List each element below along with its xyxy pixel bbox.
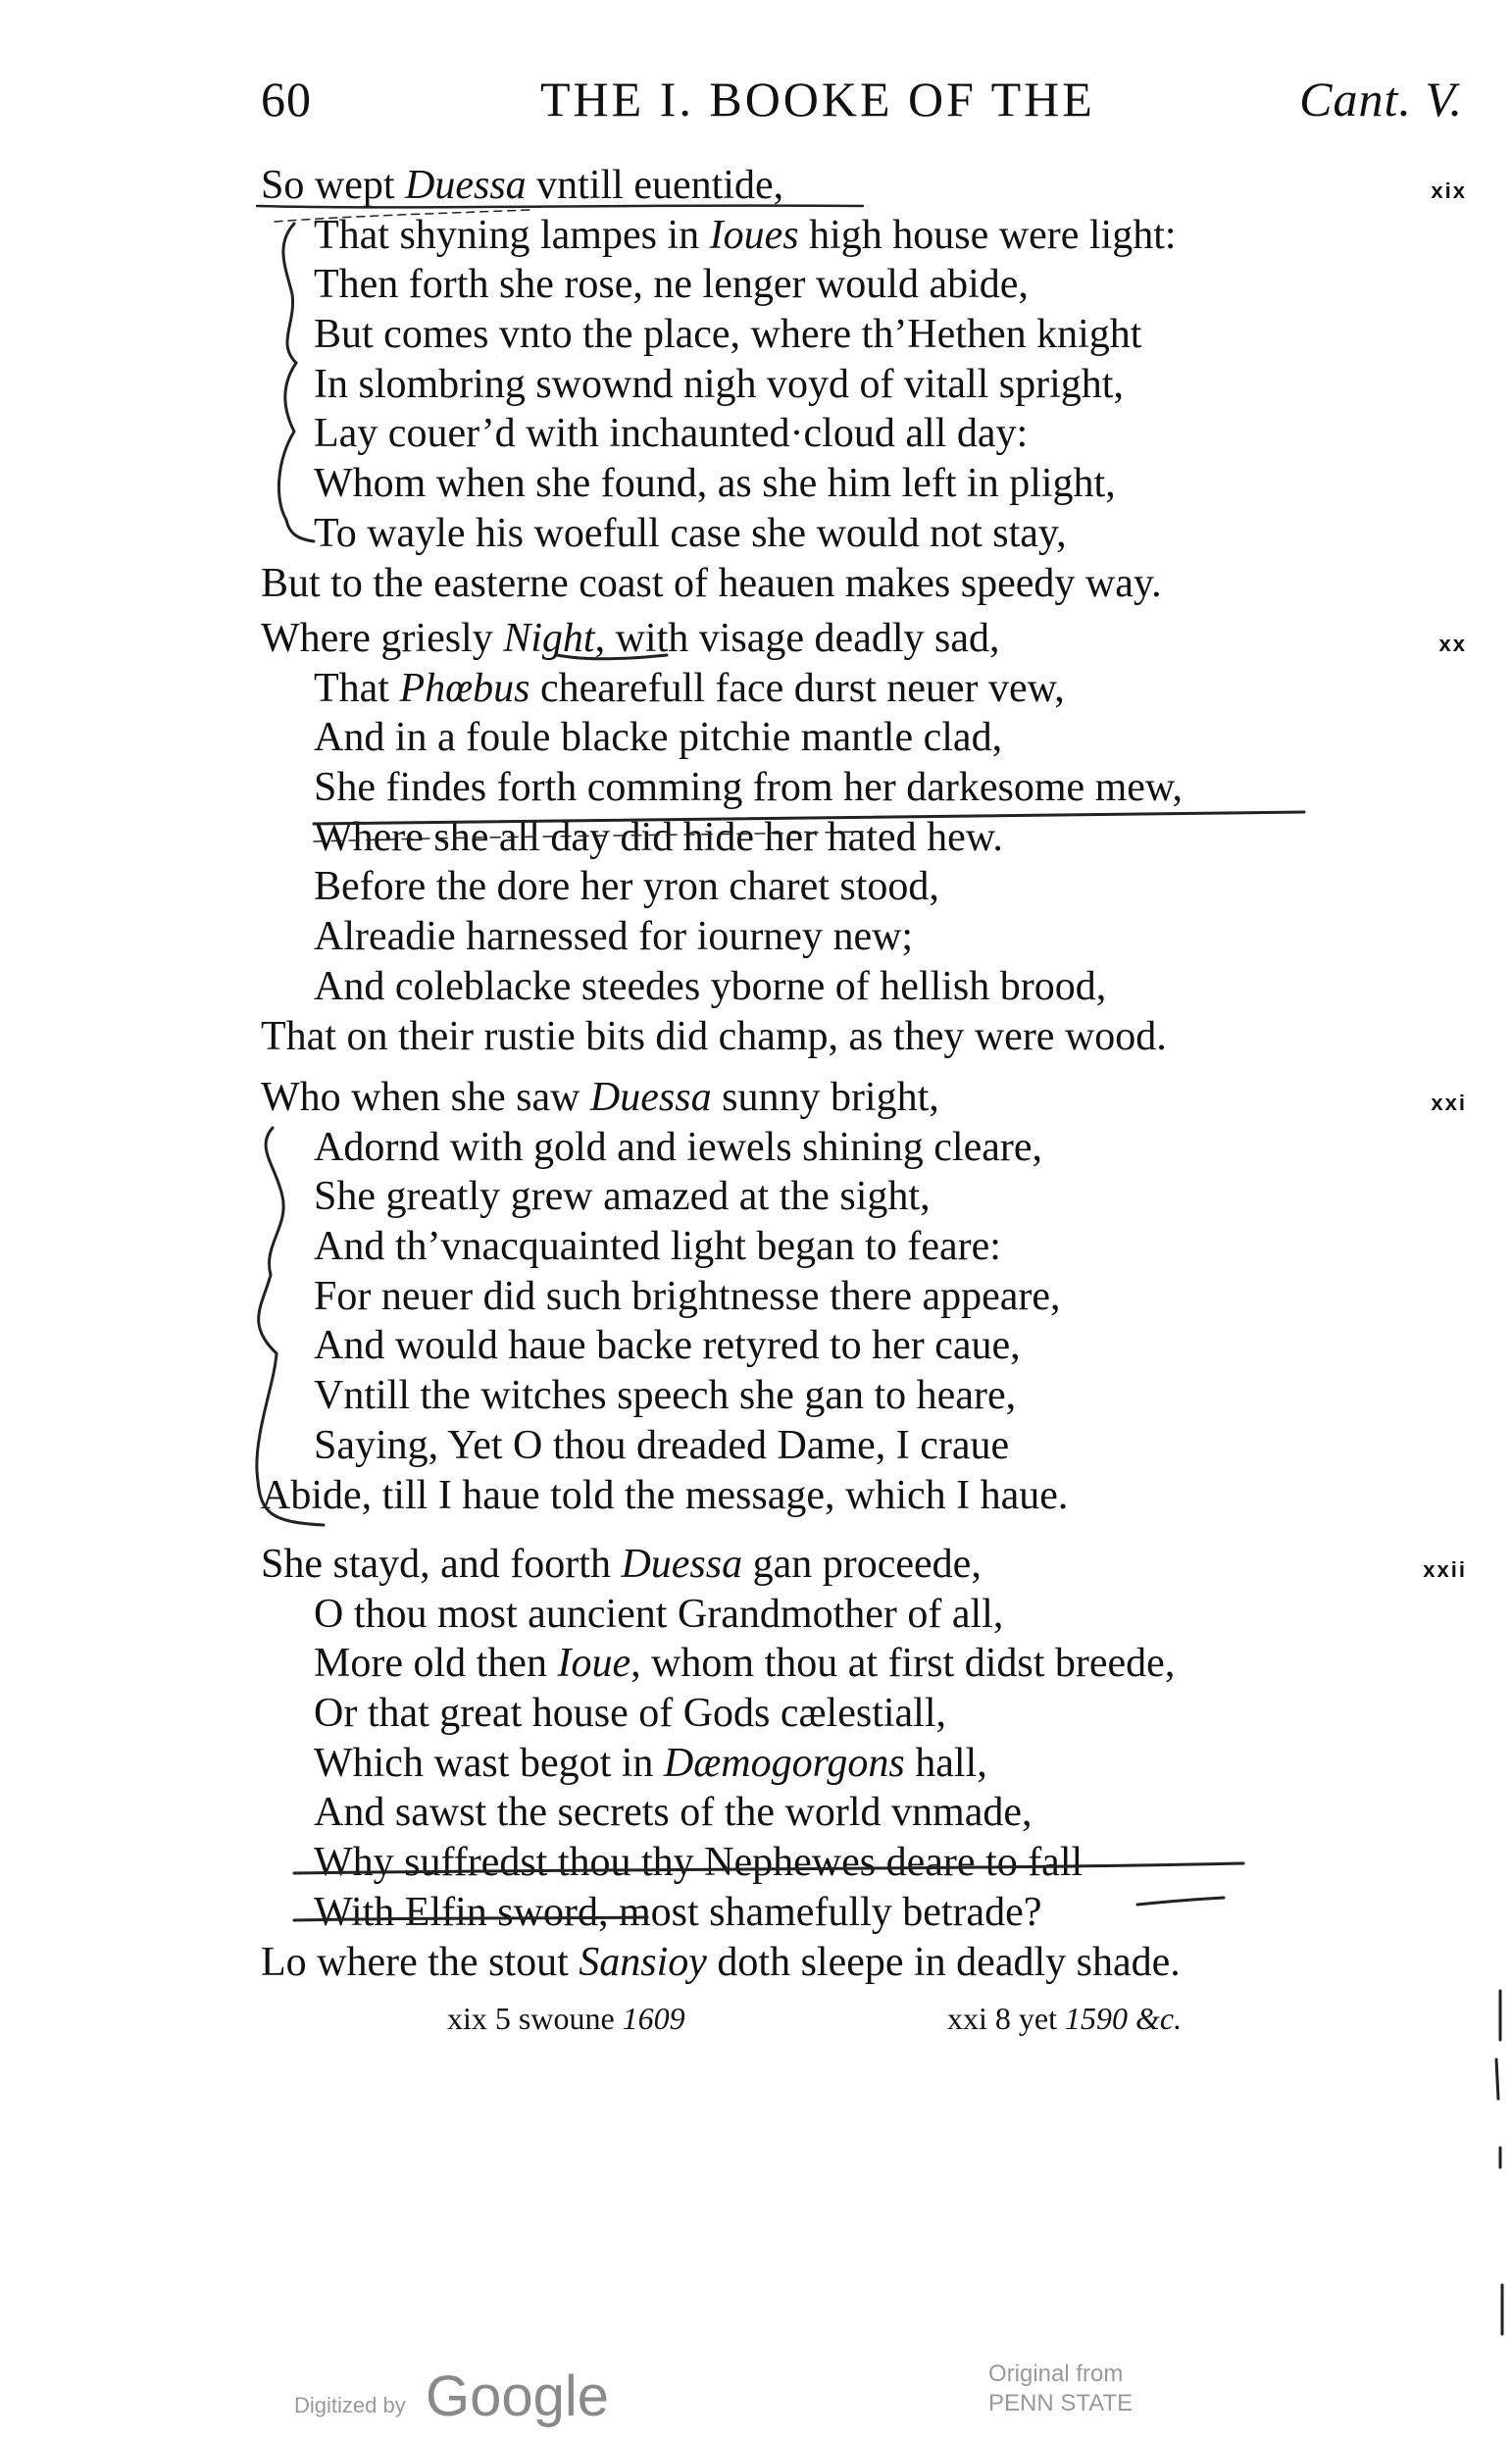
google-logo: Google (426, 2365, 610, 2428)
verse-line: Who when she saw Duessa sunny bright, xxi (261, 1073, 1467, 1123)
verse-line: Then forth she rose, ne lenger would abide, (314, 262, 1029, 308)
source-line: PENN STATE (988, 2390, 1134, 2416)
textual-notes (447, 2001, 1330, 2050)
verse-line: Vntill the witches speech she gan to heare, (314, 1373, 1017, 1419)
verse-line: Which wast begot in Dæmogorgons hall, (314, 1740, 987, 1786)
verse-line: O thou most auncient Grandmother of all, (314, 1591, 1004, 1637)
verse-line: Saying, Yet O thou dreaded Dame, I craue (314, 1422, 1010, 1468)
verse-line: Where she all day did hide her hated hew. (314, 814, 1003, 860)
stanza-number: xx (1438, 632, 1467, 656)
verse-line: Lo where the stout Sansioy doth sleepe in deadly shade. (261, 1939, 1181, 1985)
verse-line: But to the easterne coast of heauen makes speedy way. (261, 560, 1162, 606)
stanza-number: xxi (1431, 1091, 1467, 1115)
verse-line: In slombring swownd nigh voyd of vitall spright, (314, 361, 1124, 407)
verse-line: Lay couer’d with inchaunted·cloud all day: (314, 411, 1029, 457)
verse-line: Alreadie harnessed for iourney new; (314, 914, 914, 960)
verse-line: And coleblacke steedes yborne of hellish brood, (314, 963, 1107, 1009)
verse-line: And th’vnacquainted light began to feare: (314, 1224, 1001, 1270)
verse-line: That shyning lampes in Ioues high house were light: (314, 212, 1177, 258)
stanza (261, 614, 1467, 1061)
verse-line: So wept Duessa vntill euentide, xix (261, 161, 1467, 211)
verse-line: She findes forth comming from her darkesome mew, (314, 765, 1184, 811)
verse-line: With Elfin sword, most shamefully betrade? (314, 1889, 1042, 1935)
digitized-label: Digitized by (294, 2393, 406, 2417)
stanza-number: xxii (1423, 1557, 1467, 1582)
canto-label: Cant. V. (1299, 72, 1463, 127)
stanza (261, 1540, 1467, 1987)
verse-line: Or that great house of Gods cælestiall, (314, 1691, 947, 1737)
verse-line: And would haue backe retyred to her caue, (314, 1323, 1021, 1369)
textual-note: xxi 8 yet 1590 &c. (947, 2001, 1183, 2036)
verse-line: She stayd, and foorth Duessa gan proceede, xxii (261, 1540, 1467, 1590)
verse-line: And in a foule blacke pitchie mantle clad, (314, 715, 1003, 761)
running-header (261, 71, 1463, 129)
verse-line: Before the dore her yron charet stood, (314, 864, 939, 910)
verse-line: More old then Ioue, whom thou at first didst breede, (314, 1641, 1176, 1687)
verse-line: Why suffredst thou thy Nephewes deare to fall (314, 1840, 1084, 1886)
page-number: 60 (261, 72, 312, 127)
verse-line: For neuer did such brightnesse there appeare, (314, 1273, 1061, 1319)
verse-line: But comes vnto the place, where th’Hethen knight (314, 312, 1142, 358)
verse-line: That on their rustie bits did champ, as they were wood. (261, 1013, 1167, 1059)
verse-line: That Phœbus chearefull face durst neuer vew, (314, 665, 1065, 711)
textual-note: xix 5 swoune 1609 (447, 2001, 685, 2036)
source-credit (988, 2360, 1184, 2418)
verse-line: Where griesly Night, with visage deadly sad, xx (261, 614, 1467, 664)
verse-line: Abide, till I haue told the message, which I haue. (261, 1472, 1069, 1518)
verse-line: To wayle his woefull case she would not stay, (314, 510, 1067, 556)
margin-mark (1496, 2060, 1498, 2099)
verse-line: Whom when she found, as she him left in plight, (314, 461, 1116, 507)
verse-line: And sawst the secrets of the world vnmade, (314, 1790, 1033, 1836)
stanza (261, 1073, 1467, 1520)
source-line: Original from (988, 2361, 1124, 2387)
verse-line: Adornd with gold and iewels shining cleare, (314, 1124, 1042, 1170)
verse-line: She greatly grew amazed at the sight, (314, 1174, 931, 1220)
stanza (261, 161, 1467, 608)
running-title: THE I. BOOKE OF THE (540, 72, 1095, 127)
stanza-number: xix (1431, 178, 1467, 203)
